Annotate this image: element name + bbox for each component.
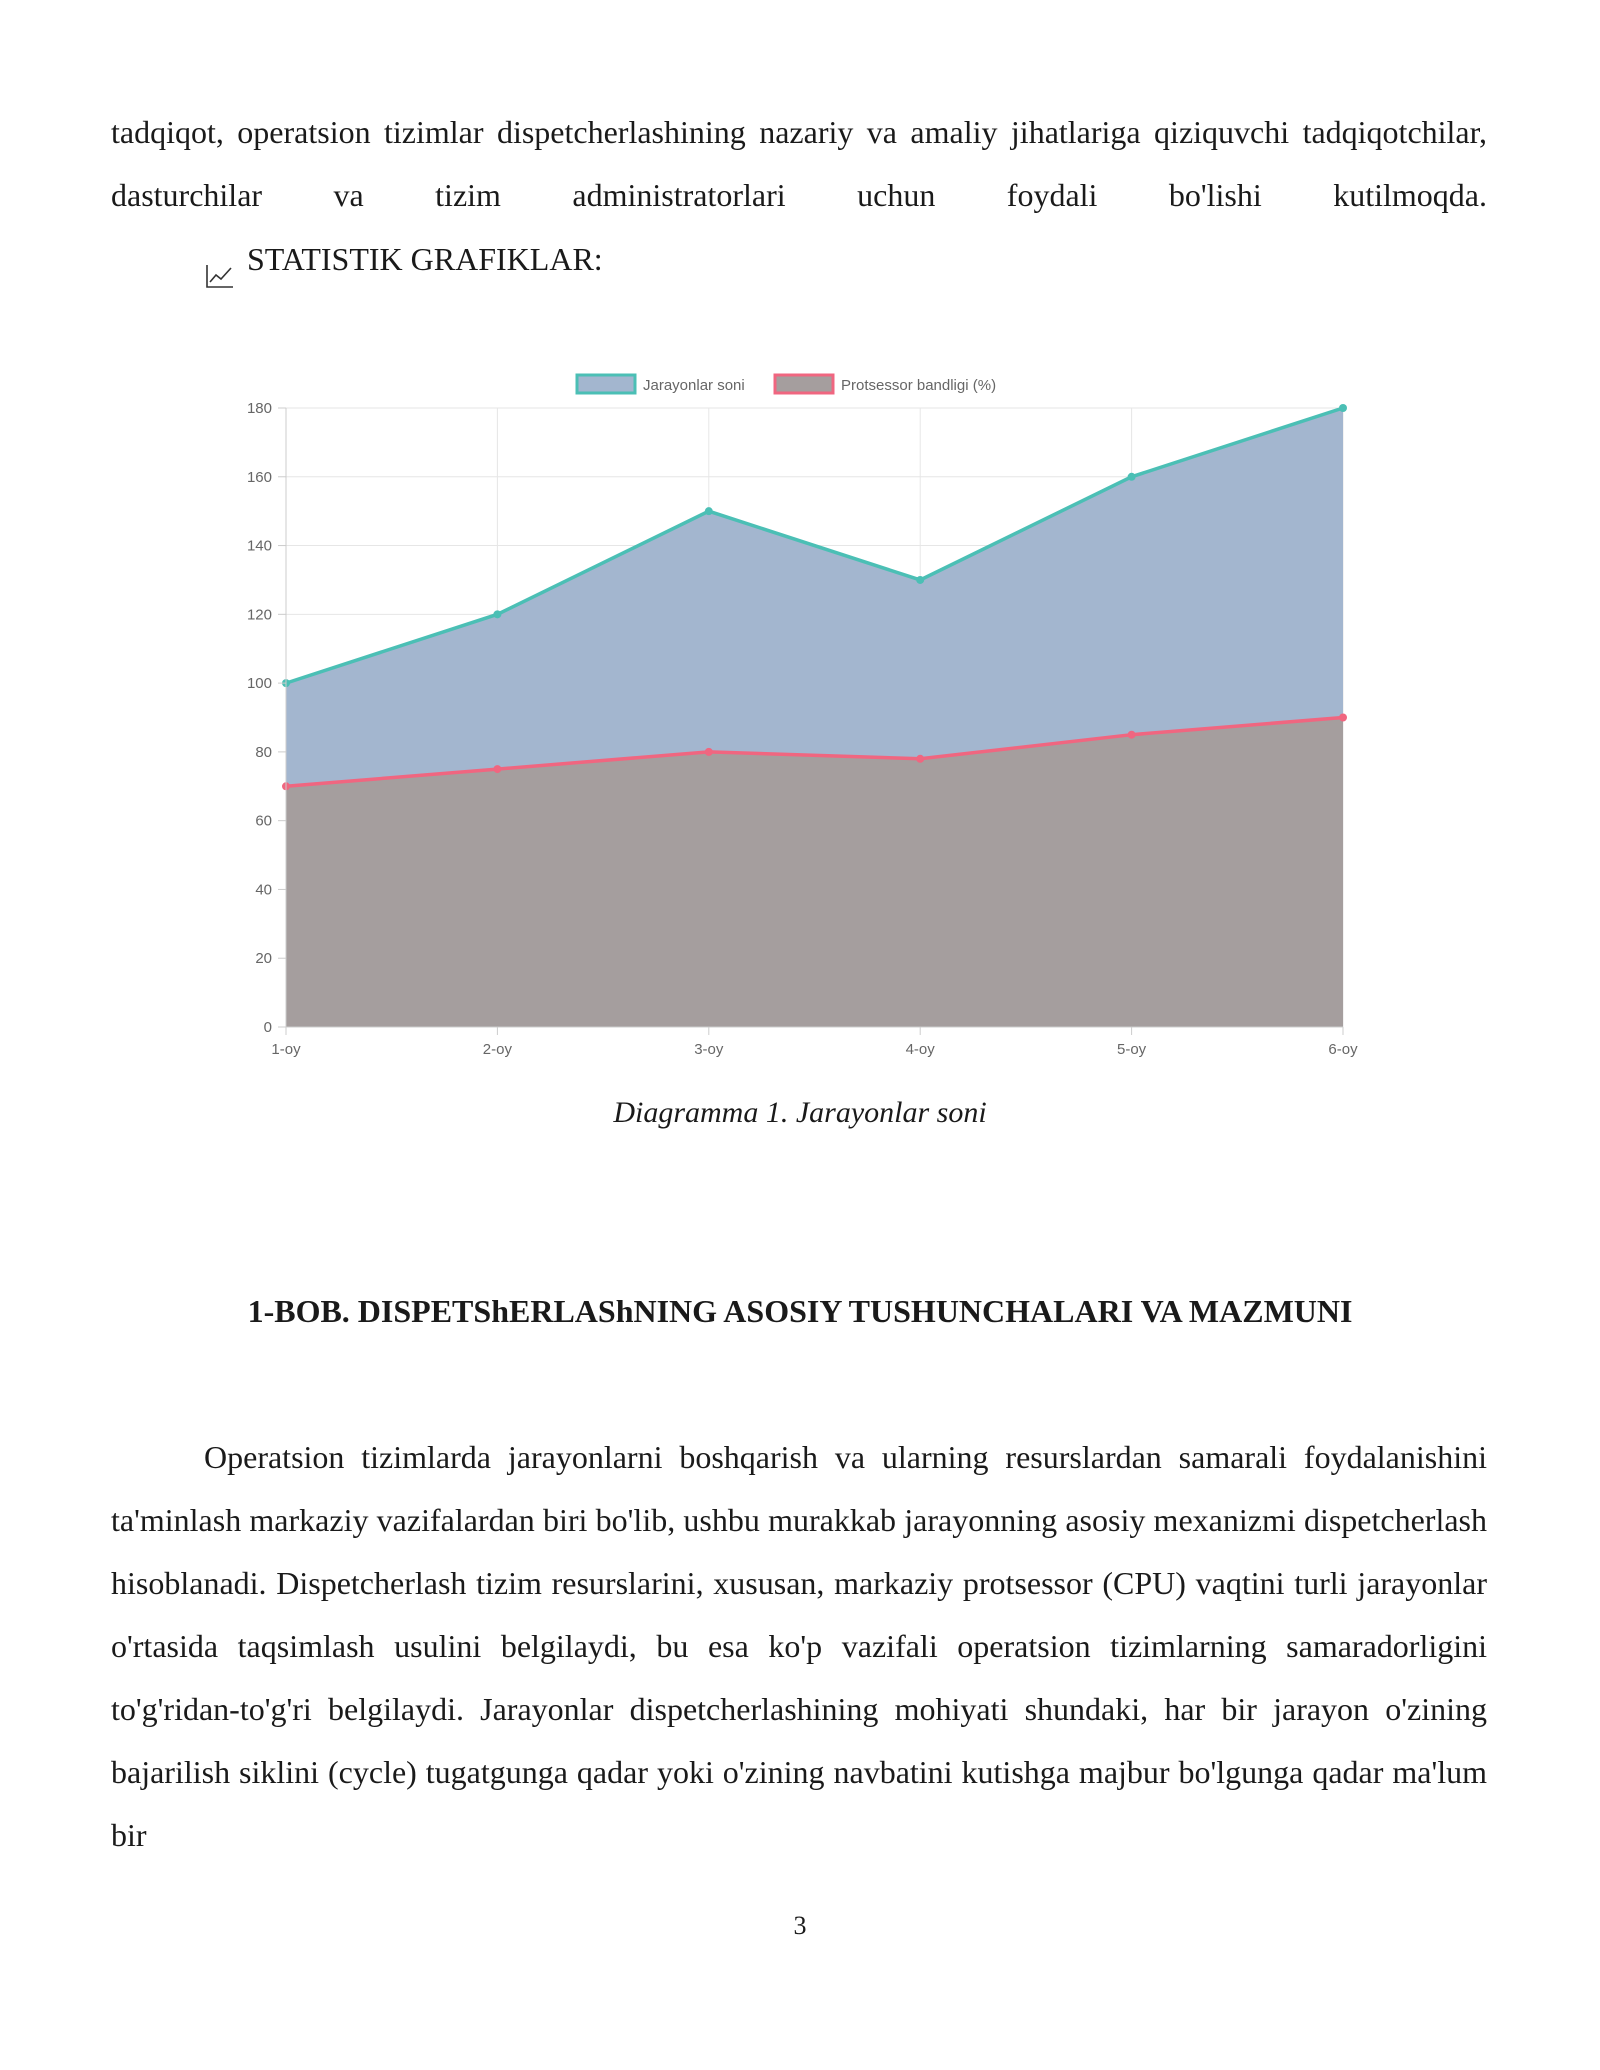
data-point [493,765,501,773]
chart-svg [200,360,1400,1060]
intro-paragraph: tadqiqot, operatsion tizimlar dispetcherlashining nazariy va amaliy jihatlariga qiziquvchi tadqiqotchilar, dasturchilar va tizim administratorlari uchun foydali bo'lishi kutilmoqda. [111,114,1487,213]
data-point [1339,404,1347,412]
y-tick-label: 80 [255,743,272,761]
chart-areas [286,408,1343,1027]
y-tick-label: 0 [263,1019,272,1036]
x-tick-label: 1-oy [271,1041,301,1058]
legend-swatch-2 [775,375,833,393]
y-tick-label: 20 [255,950,272,968]
y-tick-label: 160 [246,468,272,486]
y-tick-label: 180 [246,400,272,417]
data-point [1128,731,1136,739]
legend-label-2: Protsessor bandligi (%) [841,377,997,394]
statistics-heading-text: STATISTIK GRAFIKLAR: [247,241,603,277]
y-tick-label: 120 [246,606,272,624]
body-paragraph: Operatsion tizimlarda jarayonlarni boshqarish va ularning resurslardan samarali foydalanishini ta'minlash markaziy vazifalardan biri bo'lib, ushbu murakkab jarayonning asosiy mexanizmi dispetcherlash hisoblanadi. Dispetcherlash tizim resurslarini, xususan, markaziy protsessor (CPU) vaqtini turli jarayonlar o'rtasida taqsimlash usulini belgilaydi, bu esa ko'p vazifali operatsion tizimlarning samaradorligini to'g'ridan-to'g'ri belgilaydi. Jarayonlar dispetcherlashining mohiyati shundaki, har bir jarayon o'zining bajarilish siklini (cycle) tugatgunga qadar yoki o'zining navbatini kutishga majbur bo'lgunga qadar ma'lum bir [111,1439,1487,1853]
y-tick-label: 100 [246,675,272,693]
data-point [1128,473,1136,481]
x-tick-label: 2-oy [482,1041,512,1058]
legend-label-1: Jarayonlar soni [643,377,745,394]
chart-increasing-icon [205,247,235,273]
x-tick-label: 6-oy [1328,1041,1358,1058]
y-tick-label: 40 [255,881,272,899]
statistics-heading [205,228,603,291]
x-tick-label: 5-oy [1117,1041,1147,1058]
data-point [493,610,501,618]
process-chart [200,360,1400,1060]
data-point [705,507,713,515]
data-point [916,576,924,584]
x-tick-label: 4-oy [905,1041,935,1058]
data-point [705,748,713,756]
page-number: 3 [793,1911,807,1940]
y-tick-label: 60 [255,812,272,830]
data-point [1339,714,1347,722]
data-point [916,755,924,763]
chart-legend[interactable] [577,375,996,394]
y-tick-label: 140 [246,537,272,555]
figure-caption: Diagramma 1. Jarayonlar soni [613,1096,987,1129]
legend-swatch-1 [577,375,635,393]
x-tick-label: 3-oy [694,1041,724,1058]
chapter-title: 1-BOB. DISPETShERLAShNING ASOSIY TUSHUNCHALARI VA MAZMUNI [247,1293,1353,1329]
